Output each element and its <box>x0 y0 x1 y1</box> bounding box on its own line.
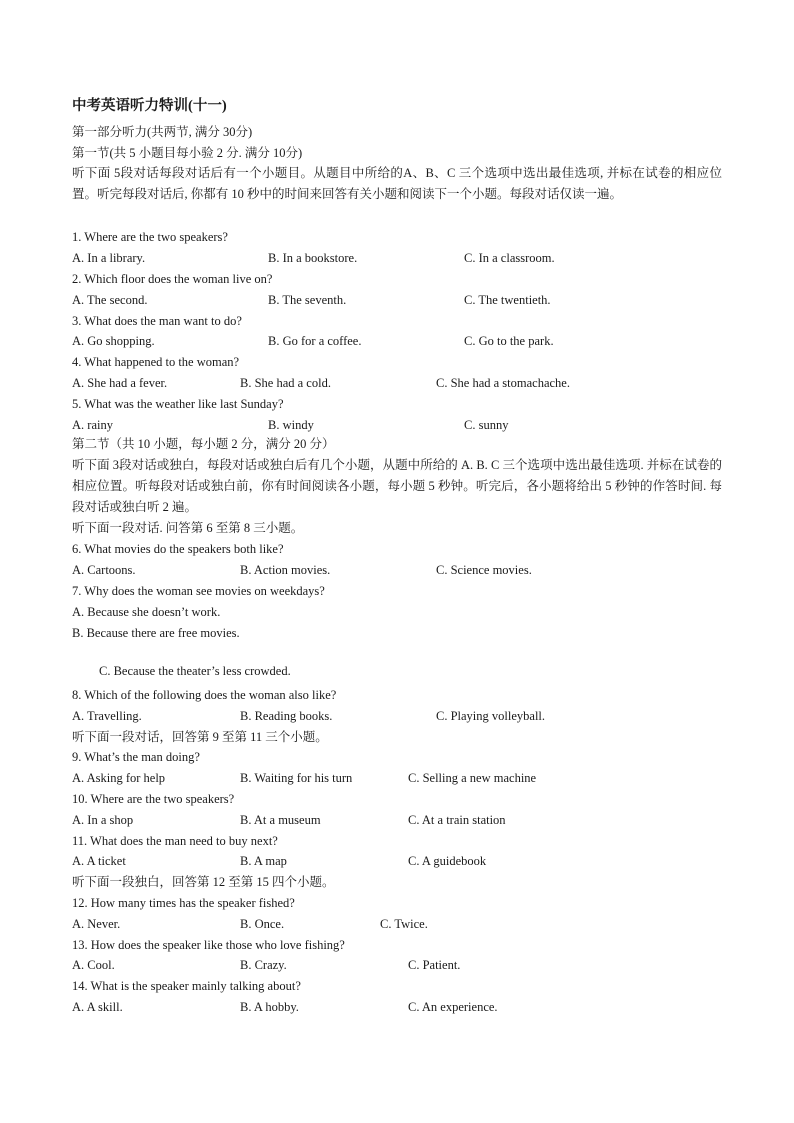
option-b: B. Go for a coffee. <box>268 334 362 348</box>
monologue-intro: 听下面一段独白，回答第 12 至第 15 四个小题。 <box>72 875 335 889</box>
option-b: B. A map <box>240 854 287 868</box>
option-c: C. Science movies. <box>436 563 532 577</box>
section1-instructions: 听下面 5段对话每段对话后有一个小题目。从题目中所给的A、B、C 三个选项中选出最佳选项, 并标在试卷的相应位置。听完每段对话后, 你都有 10 秒中的时间来回答有关小题和阅读下一个小题。每段对话仅读一遍。 <box>72 166 722 201</box>
option-a: A. A skill. <box>72 1000 123 1014</box>
option-c: C. At a train station <box>408 813 506 827</box>
option-a: A. Travelling. <box>72 709 142 723</box>
option-a: A. The second. <box>72 293 148 307</box>
section1-heading: 第一节(共 5 小题目每小验 2 分. 满分 10分) <box>72 146 303 160</box>
dialogue-intro: 听下面一段对话，回答第 9 至第 11 三个小题。 <box>72 730 328 744</box>
option-b: B. Crazy. <box>240 958 287 972</box>
option-c: C. Twice. <box>380 917 428 931</box>
option-c: C. Playing volleyball. <box>436 709 546 723</box>
option-c: C. She had a stomachache. <box>436 376 570 390</box>
question-stem: 13. How does the speaker like those who love fishing? <box>72 938 345 952</box>
question-stem: 11. What does the man need to buy next? <box>72 834 278 848</box>
dialogue-intro: 听下面一段对话. 问答第 6 至第 8 三小题。 <box>72 521 304 535</box>
option-b: B. windy <box>268 418 314 432</box>
question-stem: 12. How many times has the speaker fished? <box>72 896 295 910</box>
option-b: B. A hobby. <box>240 1000 299 1014</box>
option-c: C. A guidebook <box>408 854 487 868</box>
option-c: C. The twentieth. <box>464 293 551 307</box>
page-title: 中考英语听力特训(十一) <box>72 98 227 114</box>
option-b: B. The seventh. <box>268 293 347 307</box>
question-stem: 9. What’s the man doing? <box>72 750 200 764</box>
option-b: B. She had a cold. <box>240 376 331 390</box>
option-a: A. Because she doesn’t work. <box>72 605 221 619</box>
option-b: B. At a museum <box>240 813 321 827</box>
question-stem: 10. Where are the two speakers? <box>72 792 235 806</box>
question-stem: 7. Why does the woman see movies on weekdays? <box>72 584 325 598</box>
option-a: A. A ticket <box>72 854 126 868</box>
question-stem: 5. What was the weather like last Sunday? <box>72 397 284 411</box>
option-c: C. sunny <box>464 418 509 432</box>
option-c: C. Selling a new machine <box>408 771 537 785</box>
option-a: A. Go shopping. <box>72 334 155 348</box>
option-b: B. Once. <box>240 917 285 931</box>
option-c: C. In a classroom. <box>464 251 555 265</box>
part1-heading: 第一部分听力(共两节, 满分 30分) <box>72 125 253 139</box>
question-stem: 6. What movies do the speakers both like? <box>72 542 284 556</box>
option-c: C. An experience. <box>408 1000 498 1014</box>
option-b: B. In a bookstore. <box>268 251 358 265</box>
question-stem: 2. Which floor does the woman live on? <box>72 272 273 286</box>
option-a: A. Never. <box>72 917 121 931</box>
option-b: B. Waiting for his turn <box>240 771 353 785</box>
option-b: B. Action movies. <box>240 563 331 577</box>
option-a: A. Asking for help <box>72 771 166 785</box>
question-stem: 14. What is the speaker mainly talking about? <box>72 979 301 993</box>
option-c: C. Patient. <box>408 958 461 972</box>
option-a: A. She had a fever. <box>72 376 168 390</box>
option-b: B. Because there are free movies. <box>72 626 240 640</box>
question-stem: 8. Which of the following does the woman also like? <box>72 688 337 702</box>
section2-heading: 第二节（共 10 小题，每小题 2 分，满分 20 分） <box>72 437 335 451</box>
option-b: B. Reading books. <box>240 709 333 723</box>
option-a: A. In a shop <box>72 813 134 827</box>
question-stem: 4. What happened to the woman? <box>72 355 240 369</box>
option-c: C. Because the theater’s less crowded. <box>99 664 291 678</box>
question-stem: 3. What does the man want to do? <box>72 314 242 328</box>
option-c: C. Go to the park. <box>464 334 554 348</box>
option-a: A. rainy <box>72 418 113 432</box>
option-a: A. Cool. <box>72 958 115 972</box>
question-stem: 1. Where are the two speakers? <box>72 230 228 244</box>
option-a: A. In a library. <box>72 251 146 265</box>
section2-instructions: 听下面 3段对话或独白，每段对话或独白后有几个小题，从题中所给的 A. B. C 三个选项中选出最佳选项. 并标在试卷的相应位置。听每段对话或独白前，你有时间阅读各小题，每小题 5 秒钟。听完后，各小题将给出 5 秒钟的作答时间. 每段对话或独白听 2 遍。 <box>72 458 722 514</box>
option-a: A. Cartoons. <box>72 563 136 577</box>
